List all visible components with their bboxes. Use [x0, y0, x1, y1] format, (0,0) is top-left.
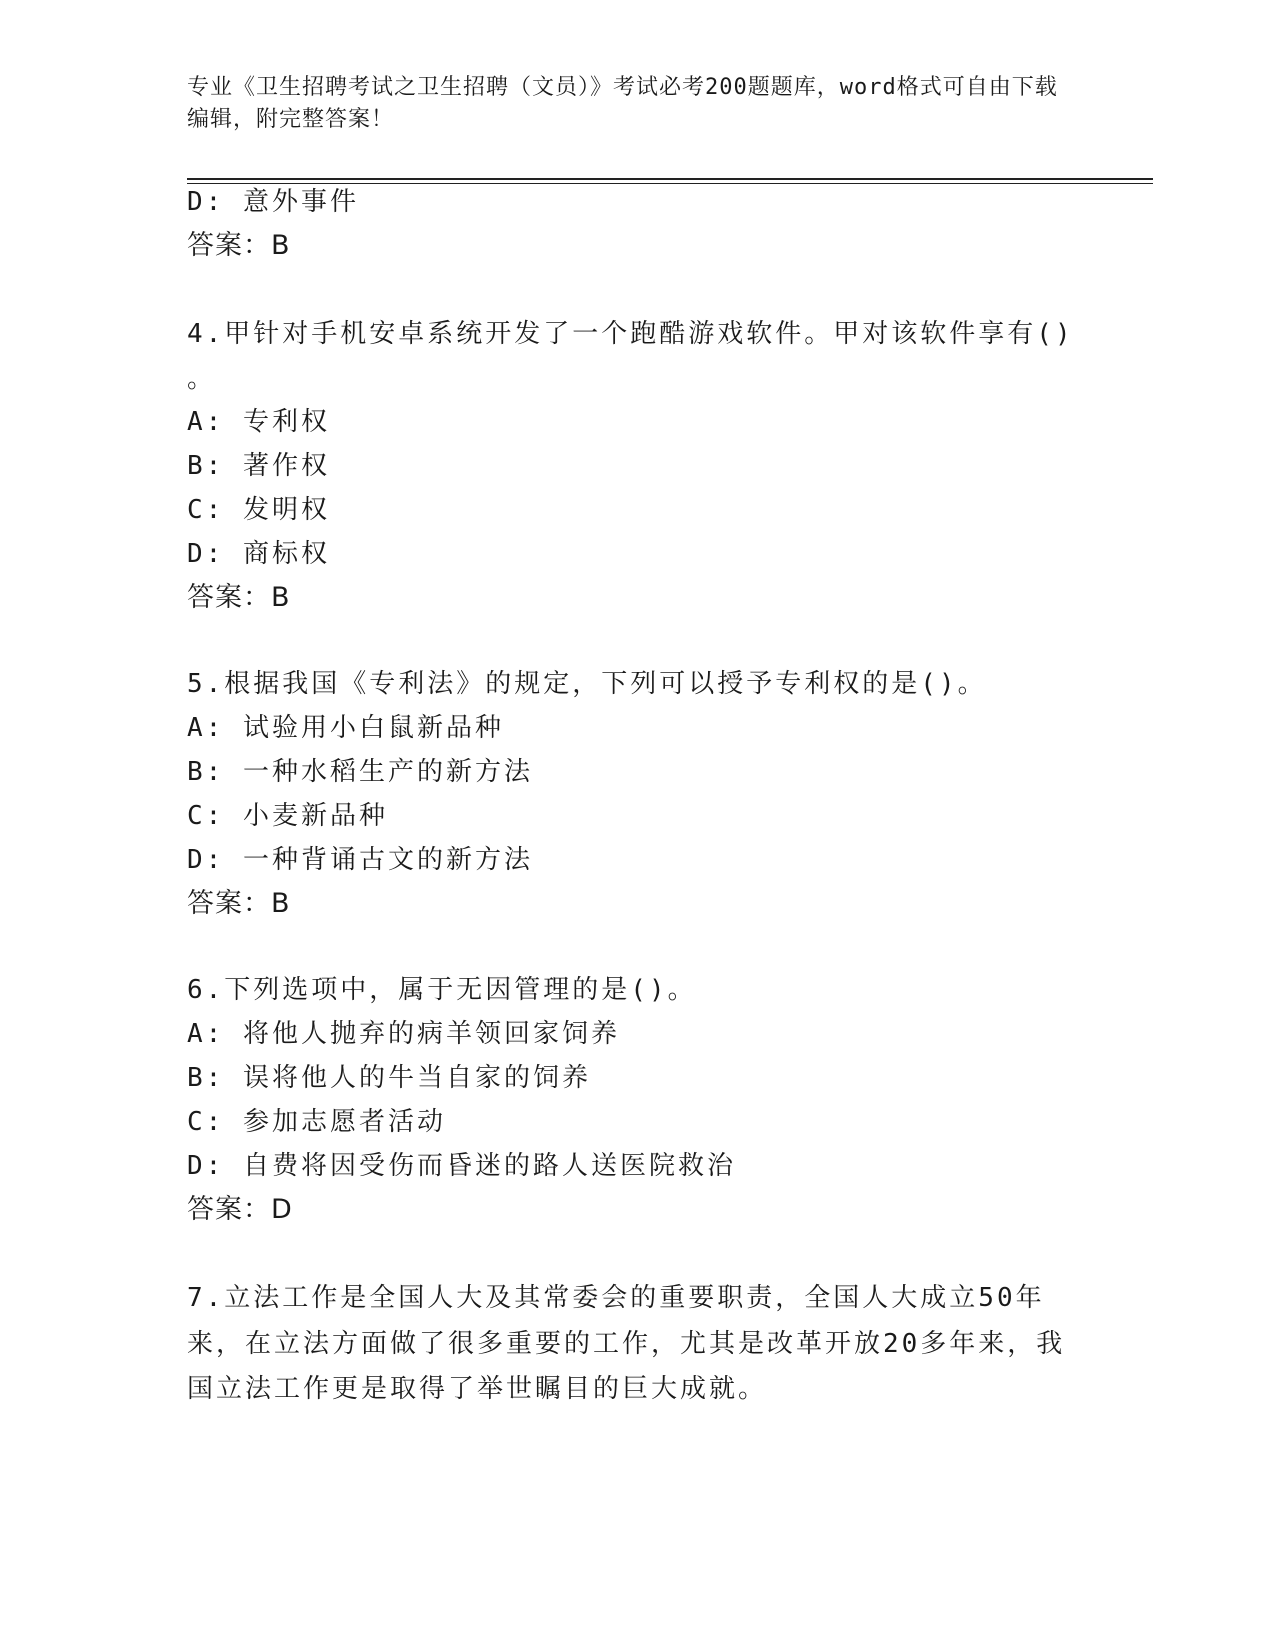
- document-header: 专业《卫生招聘考试之卫生招聘（文员）》考试必考200题题库，word格式可自由下载编辑，附完整答案！: [187, 75, 1058, 132]
- q6-option-c: C: 参加志愿者活动: [187, 1107, 446, 1137]
- q4-stem-line1: 4.甲针对手机安卓系统开发了一个跑酷游戏软件。甲对该软件享有(): [187, 319, 1074, 349]
- q6-option-a: A: 将他人抛弃的病羊领回家饲养: [187, 1019, 620, 1049]
- q5-answer: 答案：B: [187, 888, 291, 919]
- q6-answer: 答案：D: [187, 1194, 293, 1225]
- q6-option-b: B: 误将他人的牛当自家的饲养: [187, 1063, 591, 1093]
- q5-stem: 5.根据我国《专利法》的规定，下列可以授予专利权的是()。: [187, 669, 987, 699]
- q4-option-b: B: 著作权: [187, 451, 330, 481]
- q4-option-c: C: 发明权: [187, 495, 330, 525]
- q5-option-a: A: 试验用小白鼠新品种: [187, 713, 504, 743]
- q4-answer: 答案：B: [187, 582, 291, 613]
- q5-option-c: C: 小麦新品种: [187, 801, 388, 831]
- q6-stem: 6.下列选项中，属于无因管理的是()。: [187, 975, 697, 1005]
- q5-option-d: D: 一种背诵古文的新方法: [187, 845, 533, 875]
- q4-option-a: A: 专利权: [187, 407, 330, 437]
- q4-stem-line2: 。: [187, 364, 217, 394]
- q7-stem: 7.立法工作是全国人大及其常委会的重要职责，全国人大成立50年来，在立法方面做了很多重要的工作，尤其是改革开放20多年来，我国立法工作更是取得了举世瞩目的巨大成就。: [187, 1283, 1066, 1404]
- header-divider-thin: [187, 183, 1153, 184]
- q3-answer: 答案：B: [187, 230, 291, 261]
- q3-option-d: D: 意外事件: [187, 187, 359, 217]
- q4-option-d: D: 商标权: [187, 539, 330, 569]
- q5-option-b: B: 一种水稻生产的新方法: [187, 757, 533, 787]
- header-divider-thick: [187, 178, 1153, 180]
- q6-option-d: D: 自费将因受伤而昏迷的路人送医院救治: [187, 1151, 736, 1181]
